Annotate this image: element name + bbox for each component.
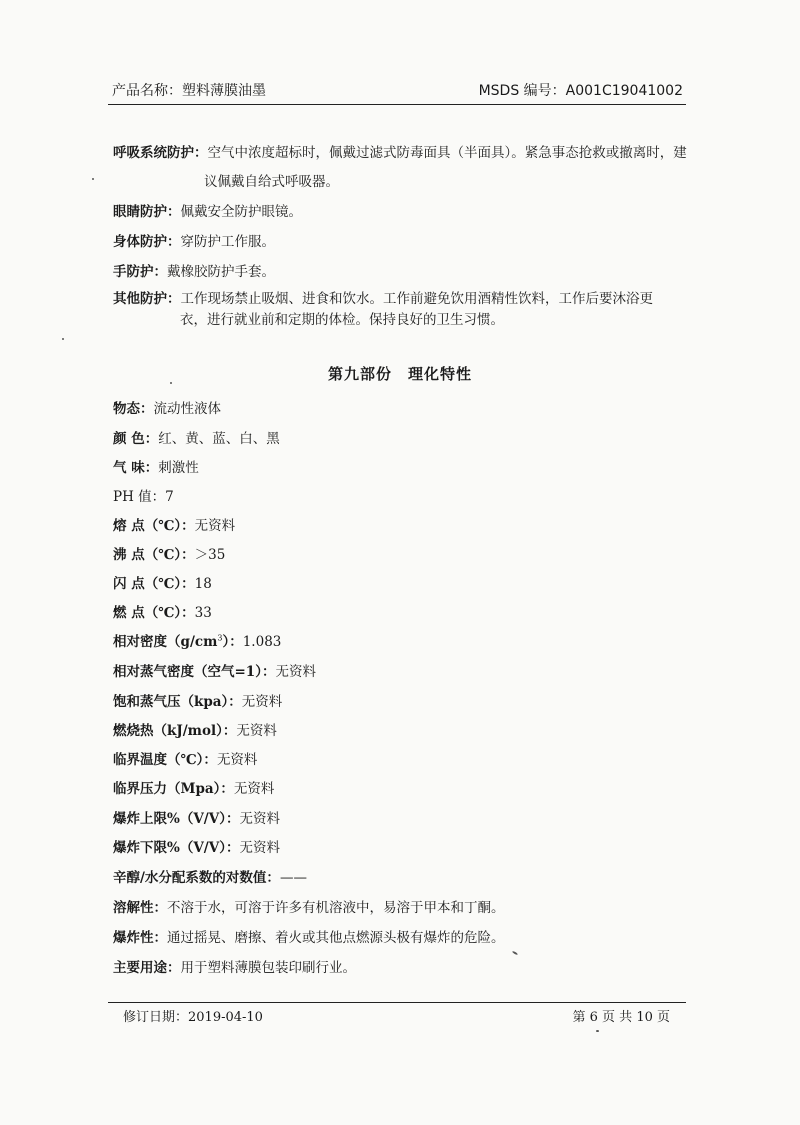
property-state: 物态：流动性液体 [113,401,221,417]
body-protection: 身体防护：穿防护工作服。 [113,234,275,250]
scan-speck [170,382,172,384]
revision-date: 修订日期：2019-04-10 [123,1010,263,1025]
page-number: 第 6 页 共 10 页 [572,1010,670,1025]
property-upper-explosive-limit: 爆炸上限%（V/V）：无资料 [113,811,280,827]
property-vapor-pressure: 饱和蒸气压（kpa）：无资料 [113,694,283,710]
product-name: 产品名称：塑料薄膜油墨 [112,83,266,99]
scan-speck [92,178,94,180]
property-partition-coefficient: 辛醇/水分配系数的对数值：—— [113,870,307,886]
property-odor: 气 味：刺激性 [113,460,199,476]
respiratory-protection: 呼吸系统防护：空气中浓度超标时，佩戴过滤式防毒面具（半面具）。紧急事态抢救或撤离时，建 [113,145,687,161]
property-heat-of-combustion: 燃烧热（kJ/mol）：无资料 [113,723,277,739]
property-solubility: 溶解性：不溶于水，可溶于许多有机溶液中，易溶于甲本和丁酮。 [113,900,505,916]
eye-protection: 眼睛防护：佩戴安全防护眼镜。 [113,204,302,220]
scan-speck [62,338,64,340]
property-explosiveness: 爆炸性：通过摇晃、磨擦、着火或其他点燃源头极有爆炸的危险。 [113,930,505,946]
property-melting-point: 熔 点（℃）：无资料 [113,518,236,534]
msds-number: MSDS 编号：A001C19041002 [478,83,683,99]
property-density: 相对密度$(g/cm^3)$：1.083 [113,633,282,650]
section-title: 第九部份 理化特性 [327,365,472,383]
property-boiling-point: 沸 点（℃）：＞35 [113,547,226,563]
scan-speck [596,1030,599,1032]
property-ignition-point: 燃 点（℃）：33 [113,605,212,621]
property-lower-explosive-limit: 爆炸下限%（V/V）：无资料 [113,840,280,856]
respiratory-protection-cont: 议佩戴自给式呼吸器。 [204,174,339,190]
property-vapor-density: 相对蒸气密度（空气=1）：无资料 [113,664,316,680]
property-main-use: 主要用途：用于塑料薄膜包装印刷行业。 [113,960,356,976]
property-ph: PH 值：7 [113,489,174,505]
property-critical-pressure: 临界压力（Mpa）：无资料 [113,781,275,797]
property-color: 颜 色：红、黄、蓝、白、黑 [113,431,280,447]
property-flash-point: 闪 点（℃）：18 [113,576,212,592]
other-protection: 其他防护：工作现场禁止吸烟、进食和饮水。工作前避免饮用酒精性饮料，工作后要沐浴更 [113,291,653,307]
hand-protection: 手防护：戴橡胶防护手套。 [113,264,275,280]
scan-speck [512,951,518,956]
property-critical-temperature: 临界温度（℃）：无资料 [113,752,258,768]
page-header [108,78,685,104]
other-protection-cont: 衣，进行就业前和定期的体检。保持良好的卫生习惯。 [180,312,504,328]
footer-divider [108,1002,686,1003]
header-divider [108,104,686,105]
